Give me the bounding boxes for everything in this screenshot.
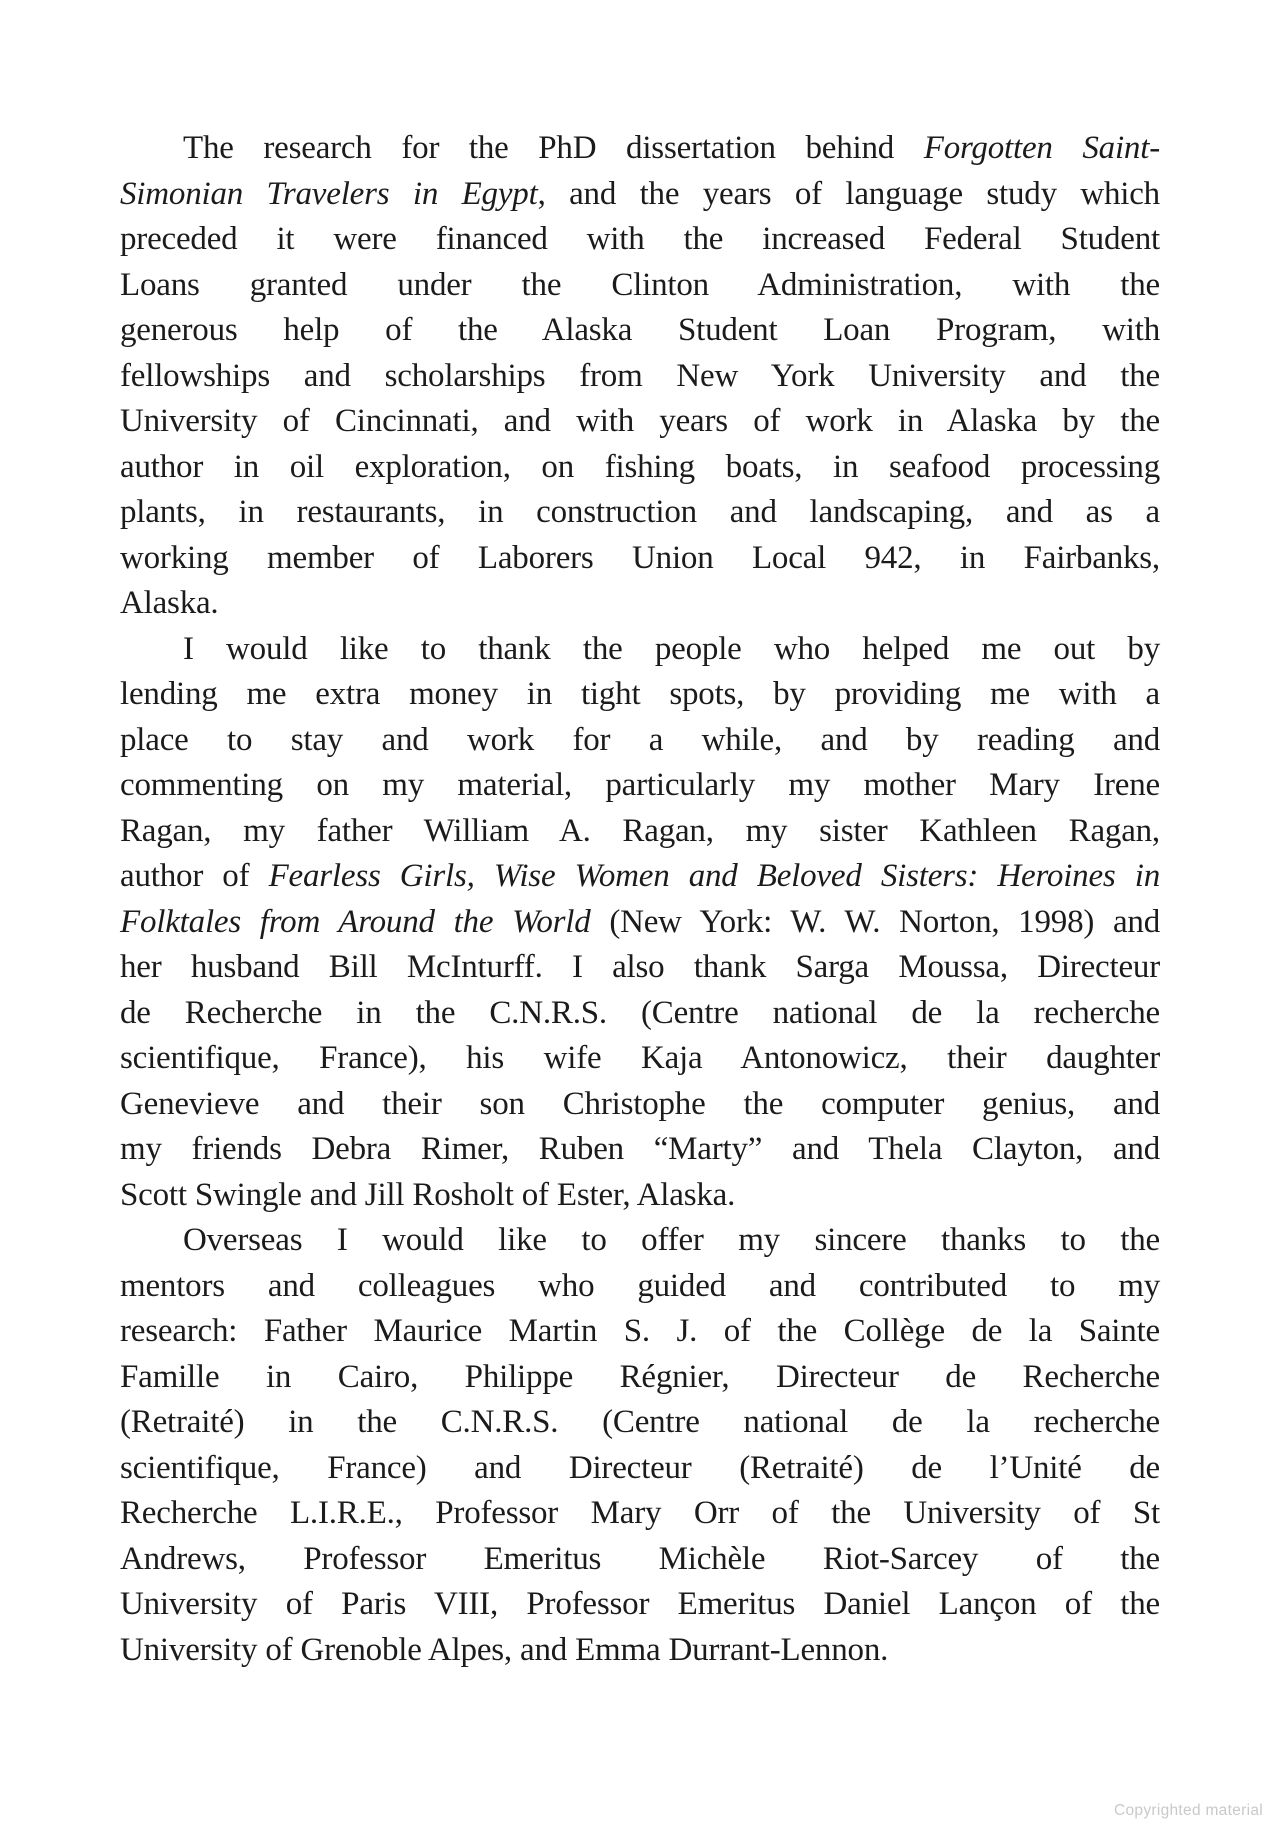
body-text: I would like to thank the people who helped me out by	[183, 630, 1160, 667]
body-text: University of Cincinnati, and with years of work in Alaska by the	[120, 403, 1160, 439]
body-text: Famille in Cairo, Philippe Régnier, Directeur de Recherche	[120, 1358, 1160, 1395]
text-line	[120, 1355, 1160, 1401]
body-text: author of	[120, 858, 269, 894]
text-line	[120, 308, 1160, 354]
text-line	[120, 718, 1160, 764]
body-text: Genevieve and their son Christophe the computer genius, and	[120, 1085, 1160, 1122]
text-line	[120, 1491, 1160, 1537]
body-text: Scott Swingle and Jill Rosholt of Ester, Alaska.	[120, 1176, 736, 1213]
body-text: (Retraité) in the C.N.R.S. (Centre national de la recherche	[120, 1404, 1160, 1440]
body-text: scientifique, France), his wife Kaja Antonowicz, their daughter	[120, 1040, 1160, 1076]
body-text: University of Grenoble Alpes, and Emma Durrant-Lennon.	[120, 1631, 889, 1668]
text-line	[120, 809, 1160, 855]
body-text: Overseas I would like to offer my sincere thanks to the	[183, 1222, 1160, 1258]
paragraph	[120, 1218, 1160, 1673]
body-text: University of Paris VIII, Professor Emeritus Daniel Lançon of the	[120, 1586, 1160, 1622]
text-line	[120, 445, 1160, 491]
text-line	[120, 1173, 1160, 1219]
text-line	[120, 1582, 1160, 1628]
text-line	[120, 1127, 1160, 1173]
text-line	[120, 1036, 1160, 1082]
body-text: The research for the PhD dissertation behind	[183, 130, 924, 166]
text-line	[120, 1264, 1160, 1310]
body-text: Andrews, Professor Emeritus Michèle Riot-Sarcey of the	[120, 1540, 1160, 1577]
text-line	[120, 1082, 1160, 1128]
body-text: scientifique, France) and Directeur (Retraité) de l’Unité de	[120, 1449, 1160, 1486]
body-text: Loans granted under the Clinton Administration, with the	[120, 266, 1160, 303]
copyright-watermark: Copyrighted material	[1113, 1802, 1263, 1819]
body-text: de Recherche in the C.N.R.S. (Centre national de la recherche	[120, 994, 1160, 1031]
body-text: Ragan, my father William A. Ragan, my sister Kathleen Ragan,	[120, 812, 1160, 849]
body-text: Recherche L.I.R.E., Professor Mary Orr of the University of St	[120, 1495, 1160, 1531]
acknowledgments-text	[120, 126, 1160, 1673]
body-text: (New York: W. W. Norton, 1998) and	[590, 903, 1160, 940]
text-line	[120, 581, 1160, 627]
text-line	[120, 490, 1160, 536]
body-text: , and the years of language study which	[537, 175, 1160, 212]
text-line	[120, 263, 1160, 309]
text-line	[120, 1446, 1160, 1492]
text-line	[120, 1628, 1160, 1674]
body-text: my friends Debra Rimer, Ruben “Marty” and Thela Clayton, and	[120, 1131, 1160, 1167]
text-line	[120, 217, 1160, 263]
text-line	[120, 354, 1160, 400]
body-text: commenting on my material, particularly my mother Mary Irene	[120, 767, 1160, 803]
body-text: author in oil exploration, on fishing boats, in seafood processing	[120, 448, 1160, 485]
text-line	[120, 900, 1160, 946]
paragraph	[120, 627, 1160, 1219]
text-line	[120, 1537, 1160, 1583]
body-text: plants, in restaurants, in construction and landscaping, and as a	[120, 494, 1160, 530]
text-line	[120, 1309, 1160, 1355]
text-line	[120, 627, 1160, 673]
italic-text: Fearless Girls, Wise Women and Beloved Sisters: Heroines in	[268, 858, 1161, 894]
body-text: fellowships and scholarships from New York University and the	[120, 357, 1160, 394]
text-line	[120, 854, 1160, 900]
italic-text: Folktales from Around the World	[120, 903, 591, 940]
text-line	[120, 172, 1160, 218]
text-line	[120, 126, 1160, 172]
text-line	[120, 1218, 1160, 1264]
body-text: her husband Bill McInturff. I also thank Sarga Moussa, Directeur	[120, 949, 1160, 985]
text-line	[120, 399, 1160, 445]
text-line	[120, 945, 1160, 991]
body-text: place to stay and work for a while, and by reading and	[120, 721, 1160, 758]
body-text: mentors and colleagues who guided and contributed to my	[120, 1267, 1160, 1304]
body-text: generous help of the Alaska Student Loan Program, with	[120, 312, 1160, 348]
text-line	[120, 672, 1160, 718]
body-text: lending me extra money in tight spots, by providing me with a	[120, 676, 1160, 712]
text-line	[120, 991, 1160, 1037]
text-line	[120, 1400, 1160, 1446]
text-line	[120, 763, 1160, 809]
italic-text: Simonian Travelers in Egypt	[120, 175, 538, 212]
body-text: Alaska.	[120, 585, 219, 621]
body-text: working member of Laborers Union Local 942, in Fairbanks,	[120, 539, 1160, 576]
paragraph	[120, 126, 1160, 627]
text-line	[120, 536, 1160, 582]
italic-text: Forgotten Saint-	[923, 130, 1160, 166]
body-text: preceded it were financed with the increased Federal Student	[120, 221, 1160, 257]
body-text: research: Father Maurice Martin S. J. of the Collège de la Sainte	[120, 1313, 1160, 1349]
